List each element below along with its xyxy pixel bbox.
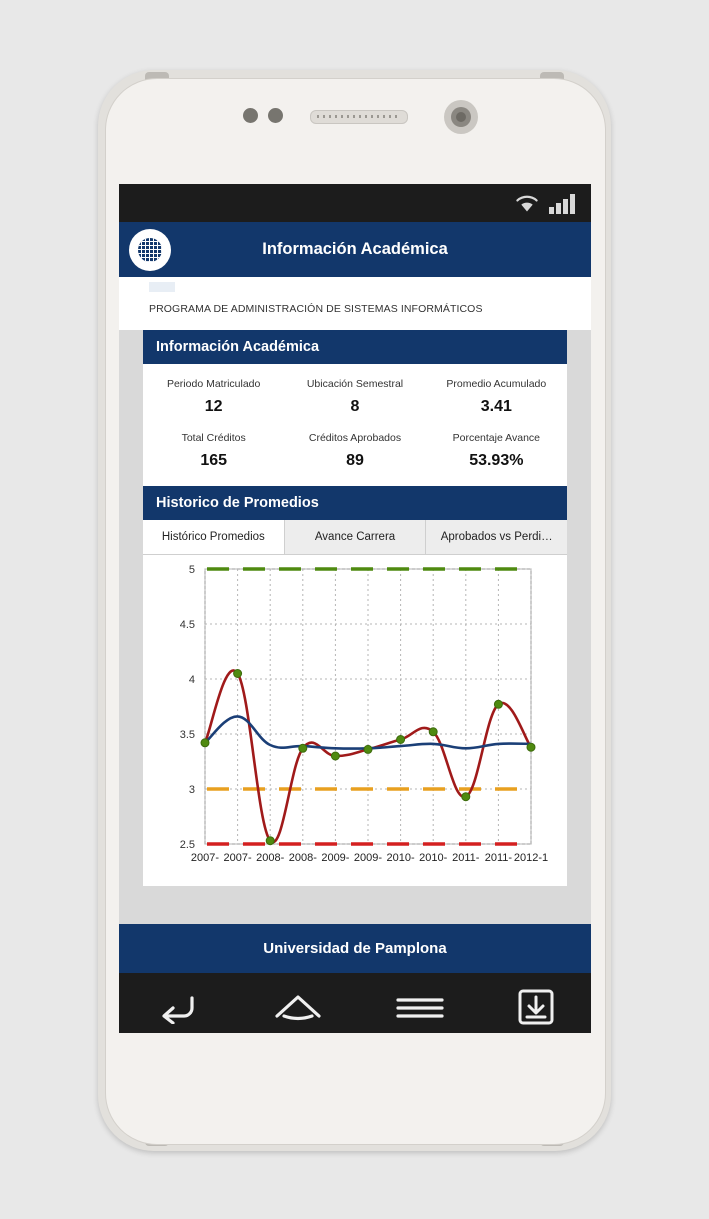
history-section-header: Historico de Promedios [143, 486, 567, 520]
metric-total-creditos [143, 432, 284, 470]
metric-promedio-acumulado [426, 378, 567, 416]
proximity-sensor-icon [243, 108, 258, 123]
light-sensor-icon [268, 108, 283, 123]
metric-label: Ubicación Semestral [306, 378, 404, 390]
metric-value: 165 [200, 452, 228, 469]
front-camera-icon [451, 107, 471, 127]
metric-creditos-aprobados [284, 432, 425, 470]
earpiece-speaker [310, 110, 408, 124]
svg-text:4.5: 4.5 [179, 619, 195, 631]
metric-value: 3.41 [480, 398, 512, 415]
metric-ubicacion-semestral [284, 378, 425, 416]
svg-text:2010-: 2010- [386, 852, 415, 864]
metrics-row-1 [143, 378, 567, 416]
menu-lines-icon[interactable] [395, 992, 445, 1022]
metric-value: 12 [204, 398, 223, 415]
metric-label: Porcentaje Avance [452, 432, 540, 444]
svg-text:2.5: 2.5 [179, 839, 195, 851]
metric-periodo-matriculado [143, 378, 284, 416]
page-title: Información Académica [262, 240, 448, 258]
svg-text:2008-: 2008- [288, 852, 317, 864]
metric-value: 89 [346, 452, 364, 469]
app-bar [119, 222, 591, 277]
program-name: PROGRAMA DE ADMINISTRACIÓN DE SISTEMAS INFORMÁTICOS [149, 303, 483, 315]
svg-text:2011-: 2011- [484, 852, 513, 864]
program-banner [119, 277, 591, 330]
metric-label: Créditos Aprobados [308, 432, 402, 444]
program-logo-placeholder [149, 282, 175, 292]
svg-text:2012-1: 2012-1 [513, 852, 549, 864]
svg-text:2007-: 2007- [223, 852, 252, 864]
svg-text:2010-: 2010- [419, 852, 448, 864]
back-arrow-icon[interactable] [155, 990, 201, 1024]
academic-section-header: Información Académica [143, 330, 567, 364]
metrics-row-2 [143, 432, 567, 470]
metric-label: Promedio Acumulado [446, 378, 547, 390]
home-icon[interactable] [272, 990, 324, 1024]
grid-menu-icon[interactable] [129, 229, 171, 271]
historico-promedios-chart [143, 555, 567, 886]
svg-text:3: 3 [188, 784, 195, 796]
footer-university: Universidad de Pamplona [119, 924, 591, 973]
metric-value: 8 [350, 398, 360, 415]
status-bar [119, 184, 591, 222]
svg-text:2007-: 2007- [190, 852, 220, 864]
metric-porcentaje-avance [426, 432, 567, 470]
svg-text:5: 5 [188, 564, 195, 576]
chart-svg [143, 555, 567, 886]
chart-tabs [143, 520, 567, 555]
tab-avance-carrera[interactable]: Avance Carrera [285, 520, 427, 555]
wifi-icon [515, 192, 539, 214]
academic-metrics-card [143, 364, 567, 486]
svg-text:2008-: 2008- [256, 852, 285, 864]
svg-text:2009-: 2009- [321, 852, 350, 864]
tab-aprobados-vs-perdidos[interactable]: Aprobados vs Perdi… [426, 520, 567, 555]
android-nav-bar [119, 973, 591, 1033]
signal-bars-icon [549, 192, 577, 214]
svg-text:2011-: 2011- [452, 852, 480, 864]
phone-screen [119, 184, 591, 1033]
metric-label: Periodo Matriculado [166, 378, 261, 390]
tab-historico-promedios[interactable]: Histórico Promedios [143, 520, 285, 555]
metric-value: 53.93% [469, 452, 524, 469]
metric-label: Total Créditos [181, 432, 246, 444]
content-area [119, 330, 591, 924]
svg-text:3.5: 3.5 [179, 729, 195, 741]
svg-text:2009-: 2009- [353, 852, 383, 864]
svg-text:4: 4 [188, 674, 195, 686]
download-box-icon[interactable] [516, 987, 556, 1027]
